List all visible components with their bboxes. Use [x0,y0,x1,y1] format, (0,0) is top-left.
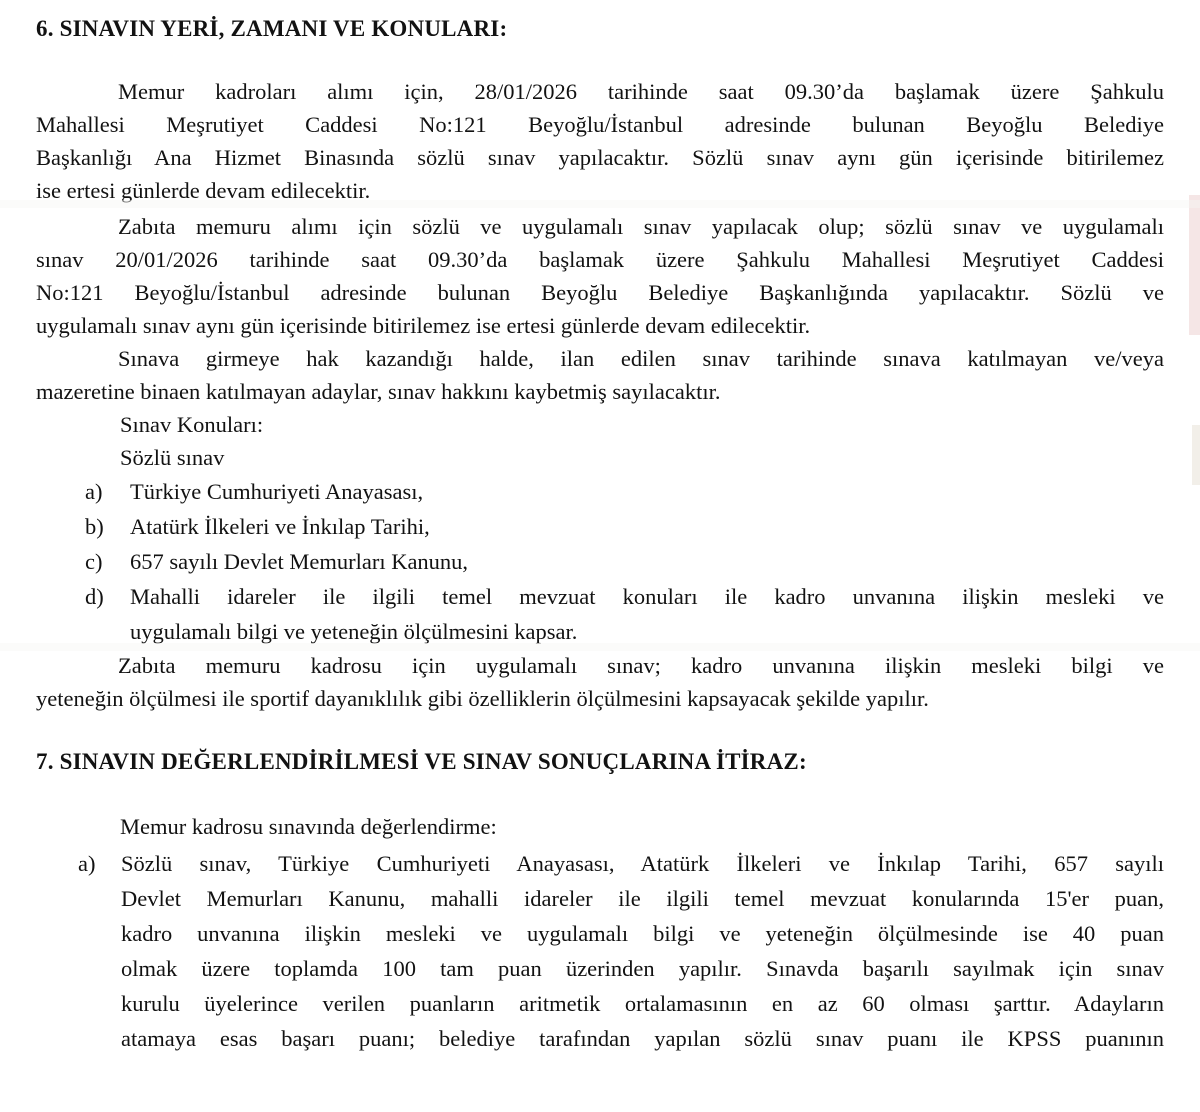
scan-artifact [1189,195,1200,335]
exam-topics-subheading: Sınav Konuları: [120,412,264,437]
text-line: sınav 20/01/2026 tarihinde saat 09.30’da başlamak üzere Şahkulu Mahallesi Meşrutiyet Caddesi [36,247,1164,272]
text-line: kurulu üyelerince verilen puanların aritmetik ortalamasının en az 60 olması şarttır. Adayların [121,991,1164,1016]
text-line: atamaya esas başarı puanı; belediye tarafından yapılan sözlü sınav puanı ile KPSS puanının [121,1026,1164,1051]
list-marker: d) [85,584,104,609]
list-marker: a) [85,479,103,504]
text-line: mazeretine binaen katılmayan adaylar, sınav hakkını kaybetmiş sayılacaktır. [36,379,721,404]
exam-topics-list [36,474,1164,649]
text-line: kadro unvanına ilişkin mesleki ve uygulamalı bilgi ve yeteneğin ölçülmesinde ise 40 puan [121,921,1164,946]
list-item [78,846,1164,1056]
oral-exam-subheading: Sözlü sınav [120,445,225,470]
section-6-paragraph-3 [36,342,1164,408]
text-line: Mahalli idareler ile ilgili temel mevzuat konuları ile kadro unvanına ilişkin mesleki ve [130,584,1164,609]
list-item [85,509,1164,544]
text-line: Sınava girmeye hak kazandığı halde, ilan edilen sınav tarihinde sınava katılmayan ve/veya [118,346,1164,371]
text-line: yeteneğin ölçülmesi ile sportif dayanıklılık gibi özelliklerin ölçülmesini kapsayacak şekilde yapılır. [36,686,929,711]
section-6-paragraph-2 [36,210,1164,342]
list-item [85,544,1164,579]
text-line: Zabıta memuru kadrosu için uygulamalı sınav; kadro unvanına ilişkin mesleki bilgi ve [118,653,1164,678]
text-line: 657 sayılı Devlet Memurları Kanunu, [130,549,469,574]
text-line: Atatürk İlkeleri ve İnkılap Tarihi, [130,514,430,539]
scan-artifact [1192,425,1200,485]
list-marker: a) [78,851,96,876]
section-7-heading: 7. SINAVIN DEĞERLENDİRİLMESİ VE SINAV SONUÇLARINA İTİRAZ: [36,749,807,774]
text-line: olmak üzere toplamda 100 tam puan üzerinden yapılır. Sınavda başarılı sayılmak için sınav [121,956,1164,981]
list-marker: c) [85,549,103,574]
evaluation-intro: Memur kadrosu sınavında değerlendirme: [120,814,497,839]
list-item [85,474,1164,509]
text-line: uygulamalı sınav aynı gün içerisinde bitirilemez ise ertesi günlerde devam edilecektir. [36,313,811,338]
text-line: Mahallesi Meşrutiyet Caddesi No:121 Beyoğlu/İstanbul adresinde bulunan Beyoğlu Belediye [36,112,1164,137]
text-line: Türkiye Cumhuriyeti Anayasası, [130,479,424,504]
text-line: ise ertesi günlerde devam edilecektir. [36,178,371,203]
section-6-paragraph-4 [36,649,1164,715]
text-line: Zabıta memuru alımı için sözlü ve uygulamalı sınav yapılacak olup; sözlü sınav ve uygulamalı [118,214,1164,239]
text-line: No:121 Beyoğlu/İstanbul adresinde bulunan Beyoğlu Belediye Başkanlığında yapılacaktır. Sözlü ve [36,280,1164,305]
section-6-paragraph-1 [36,75,1164,207]
text-line: Memur kadroları alımı için, 28/01/2026 tarihinde saat 09.30’da başlamak üzere Şahkulu [118,79,1164,104]
text-line: Başkanlığı Ana Hizmet Binasında sözlü sınav yapılacaktır. Sözlü sınav aynı gün içerisinde bitirilemez [36,145,1164,170]
section-6-heading: 6. SINAVIN YERİ, ZAMANI VE KONULARI: [36,16,508,41]
list-marker: b) [85,514,104,539]
text-line: uygulamalı bilgi ve yeteneğin ölçülmesini kapsar. [130,619,578,644]
text-line: Devlet Memurları Kanunu, mahalli idareler ile ilgili temel mevzuat konularında 15'er puan, [121,886,1164,911]
list-item [85,579,1164,649]
text-line: Sözlü sınav, Türkiye Cumhuriyeti Anayasası, Atatürk İlkeleri ve İnkılap Tarihi, 657 sayılı [121,851,1164,876]
evaluation-list [36,846,1164,1056]
